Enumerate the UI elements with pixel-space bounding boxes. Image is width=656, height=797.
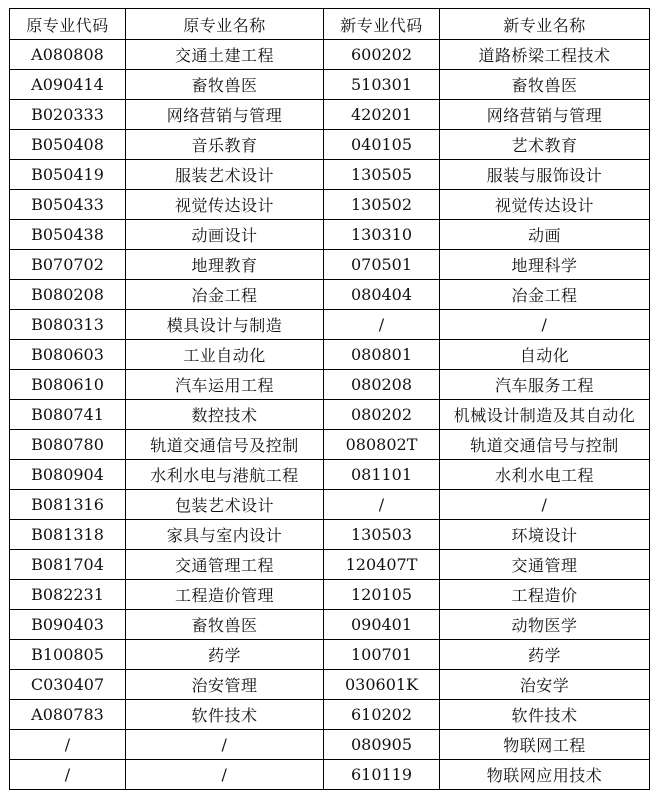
cell-old-code: B020333 xyxy=(10,100,126,130)
cell-old-code: B080313 xyxy=(10,310,126,340)
cell-old-name: 治安管理 xyxy=(126,670,324,700)
table-row xyxy=(10,460,650,490)
cell-new-code: 510301 xyxy=(324,70,440,100)
cell-new-name: 物联网应用技术 xyxy=(440,760,650,790)
cell-new-name: 物联网工程 xyxy=(440,730,650,760)
table-row xyxy=(10,670,650,700)
cell-old-name: / xyxy=(126,760,324,790)
cell-new-code: 090401 xyxy=(324,610,440,640)
cell-new-code: 130502 xyxy=(324,190,440,220)
cell-new-code: 070501 xyxy=(324,250,440,280)
table-row xyxy=(10,550,650,580)
cell-new-code: / xyxy=(324,490,440,520)
cell-new-name: 道路桥梁工程技术 xyxy=(440,40,650,70)
cell-new-code: 080801 xyxy=(324,340,440,370)
cell-old-name: 动画设计 xyxy=(126,220,324,250)
cell-old-code: B080208 xyxy=(10,280,126,310)
cell-new-code: 120407T xyxy=(324,550,440,580)
cell-old-code: B100805 xyxy=(10,640,126,670)
table-row xyxy=(10,160,650,190)
cell-new-code: 130503 xyxy=(324,520,440,550)
table-row xyxy=(10,610,650,640)
cell-old-name: 轨道交通信号及控制 xyxy=(126,430,324,460)
table-row xyxy=(10,190,650,220)
cell-new-code: 081101 xyxy=(324,460,440,490)
cell-old-name: 数控技术 xyxy=(126,400,324,430)
cell-new-code: 130505 xyxy=(324,160,440,190)
cell-new-name: 艺术教育 xyxy=(440,130,650,160)
cell-new-code: 080202 xyxy=(324,400,440,430)
cell-new-name: / xyxy=(440,310,650,340)
header-old-name: 原专业名称 xyxy=(126,9,324,40)
cell-old-code: A090414 xyxy=(10,70,126,100)
cell-new-code: 420201 xyxy=(324,100,440,130)
cell-old-code: A080783 xyxy=(10,700,126,730)
cell-old-code: B082231 xyxy=(10,580,126,610)
cell-old-code: B080603 xyxy=(10,340,126,370)
cell-old-code: B081316 xyxy=(10,490,126,520)
cell-old-code: B081318 xyxy=(10,520,126,550)
cell-new-name: 水利水电工程 xyxy=(440,460,650,490)
cell-old-code: B050419 xyxy=(10,160,126,190)
table-row xyxy=(10,760,650,790)
cell-old-name: 地理教育 xyxy=(126,250,324,280)
table-body xyxy=(10,40,650,790)
cell-new-name: 网络营销与管理 xyxy=(440,100,650,130)
cell-old-code: B050408 xyxy=(10,130,126,160)
cell-old-name: 包装艺术设计 xyxy=(126,490,324,520)
table-row xyxy=(10,520,650,550)
cell-old-name: 网络营销与管理 xyxy=(126,100,324,130)
cell-old-name: 交通土建工程 xyxy=(126,40,324,70)
cell-old-name: 软件技术 xyxy=(126,700,324,730)
cell-old-name: 交通管理工程 xyxy=(126,550,324,580)
table-row xyxy=(10,250,650,280)
header-new-name: 新专业名称 xyxy=(440,9,650,40)
cell-new-name: 地理科学 xyxy=(440,250,650,280)
cell-new-code: 080208 xyxy=(324,370,440,400)
cell-new-name: 汽车服务工程 xyxy=(440,370,650,400)
cell-new-name: 动画 xyxy=(440,220,650,250)
table-header-row xyxy=(10,9,650,40)
cell-new-name: 交通管理 xyxy=(440,550,650,580)
cell-old-name: 冶金工程 xyxy=(126,280,324,310)
cell-old-name: 药学 xyxy=(126,640,324,670)
cell-old-name: 畜牧兽医 xyxy=(126,70,324,100)
cell-old-code: B081704 xyxy=(10,550,126,580)
cell-old-name: 家具与室内设计 xyxy=(126,520,324,550)
cell-old-code: C030407 xyxy=(10,670,126,700)
table-row xyxy=(10,700,650,730)
header-old-code: 原专业代码 xyxy=(10,9,126,40)
cell-old-code: B080610 xyxy=(10,370,126,400)
cell-old-name: 服装艺术设计 xyxy=(126,160,324,190)
cell-new-code: 120105 xyxy=(324,580,440,610)
table-row xyxy=(10,730,650,760)
table-row xyxy=(10,130,650,160)
cell-new-name: 畜牧兽医 xyxy=(440,70,650,100)
cell-new-name: 机械设计制造及其自动化 xyxy=(440,400,650,430)
table-row xyxy=(10,40,650,70)
cell-old-name: 音乐教育 xyxy=(126,130,324,160)
cell-new-name: / xyxy=(440,490,650,520)
cell-old-name: / xyxy=(126,730,324,760)
cell-old-code: / xyxy=(10,730,126,760)
cell-new-code: 610119 xyxy=(324,760,440,790)
cell-new-name: 环境设计 xyxy=(440,520,650,550)
cell-old-name: 水利水电与港航工程 xyxy=(126,460,324,490)
cell-new-code: 080404 xyxy=(324,280,440,310)
table-row xyxy=(10,490,650,520)
cell-old-code: B080780 xyxy=(10,430,126,460)
cell-new-code: 030601K xyxy=(324,670,440,700)
cell-new-name: 自动化 xyxy=(440,340,650,370)
cell-new-name: 轨道交通信号与控制 xyxy=(440,430,650,460)
cell-old-name: 汽车运用工程 xyxy=(126,370,324,400)
cell-new-name: 软件技术 xyxy=(440,700,650,730)
cell-new-code: 130310 xyxy=(324,220,440,250)
cell-old-code: / xyxy=(10,760,126,790)
cell-old-name: 模具设计与制造 xyxy=(126,310,324,340)
cell-new-name: 治安学 xyxy=(440,670,650,700)
table-row xyxy=(10,370,650,400)
table-row xyxy=(10,640,650,670)
table-row xyxy=(10,580,650,610)
major-code-table xyxy=(9,8,650,790)
document-page xyxy=(9,8,649,790)
table-row xyxy=(10,400,650,430)
cell-old-code: B080904 xyxy=(10,460,126,490)
cell-new-name: 冶金工程 xyxy=(440,280,650,310)
cell-new-code: 040105 xyxy=(324,130,440,160)
table-row xyxy=(10,340,650,370)
cell-old-code: B070702 xyxy=(10,250,126,280)
cell-old-code: B090403 xyxy=(10,610,126,640)
cell-old-code: B080741 xyxy=(10,400,126,430)
cell-new-code: 610202 xyxy=(324,700,440,730)
cell-new-name: 服装与服饰设计 xyxy=(440,160,650,190)
cell-old-name: 工程造价管理 xyxy=(126,580,324,610)
header-new-code: 新专业代码 xyxy=(324,9,440,40)
cell-new-code: / xyxy=(324,310,440,340)
table-row xyxy=(10,70,650,100)
cell-new-name: 工程造价 xyxy=(440,580,650,610)
cell-new-name: 动物医学 xyxy=(440,610,650,640)
cell-old-code: B050433 xyxy=(10,190,126,220)
cell-old-name: 畜牧兽医 xyxy=(126,610,324,640)
table-row xyxy=(10,430,650,460)
cell-new-code: 100701 xyxy=(324,640,440,670)
table-row xyxy=(10,100,650,130)
cell-new-name: 视觉传达设计 xyxy=(440,190,650,220)
cell-old-code: B050438 xyxy=(10,220,126,250)
cell-old-name: 视觉传达设计 xyxy=(126,190,324,220)
cell-old-name: 工业自动化 xyxy=(126,340,324,370)
cell-old-code: A080808 xyxy=(10,40,126,70)
cell-new-code: 080802T xyxy=(324,430,440,460)
cell-new-name: 药学 xyxy=(440,640,650,670)
table-row xyxy=(10,280,650,310)
table-row xyxy=(10,310,650,340)
cell-new-code: 600202 xyxy=(324,40,440,70)
cell-new-code: 080905 xyxy=(324,730,440,760)
table-row xyxy=(10,220,650,250)
